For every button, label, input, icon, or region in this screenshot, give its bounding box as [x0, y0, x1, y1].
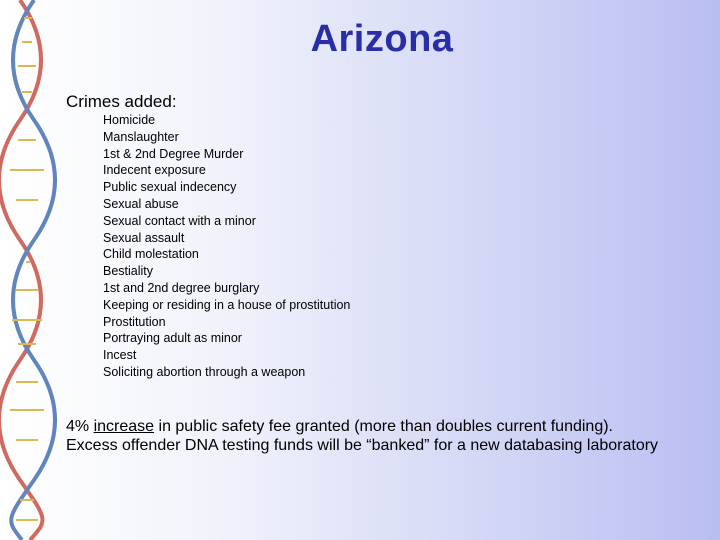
- crime-item: Sexual contact with a minor: [103, 213, 256, 228]
- funding-notes: [66, 418, 686, 455]
- crime-item: Soliciting abortion through a weapon: [103, 364, 306, 379]
- crime-item: Keeping or residing in a house of prostitution: [103, 297, 351, 312]
- crime-item: Sexual assault: [103, 230, 185, 245]
- slide-title: Arizona: [310, 18, 454, 60]
- crime-item: Sexual abuse: [103, 196, 179, 211]
- fee-increase-prefix: 4%: [66, 418, 94, 435]
- crime-item: Bestiality: [103, 264, 154, 279]
- banked-funds-note: Excess offender DNA testing funds will be “banked” for a new databasing laboratory: [66, 436, 659, 454]
- crime-item: 1st & 2nd Degree Murder: [103, 146, 244, 161]
- crime-item: Homicide: [103, 113, 156, 127]
- fee-increase-suffix: in public safety fee granted (more than doubles current funding).: [154, 418, 613, 435]
- crime-item: Portraying adult as minor: [103, 331, 242, 346]
- fee-increase-emphasis: increase: [93, 418, 155, 435]
- crime-item: Manslaughter: [103, 129, 179, 144]
- crime-item: Child molestation: [103, 247, 199, 262]
- crimes-added-heading: Crimes added:: [66, 92, 177, 111]
- crime-item: Public sexual indecency: [103, 180, 237, 195]
- dna-helix-decoration: [0, 0, 60, 540]
- crime-item: Indecent exposure: [103, 163, 206, 178]
- crime-item: Prostitution: [103, 314, 166, 329]
- fee-increase-note: [66, 418, 686, 437]
- crime-item: Incest: [103, 348, 137, 363]
- crime-item: 1st and 2nd degree burglary: [103, 280, 260, 295]
- crime-list: [103, 112, 350, 381]
